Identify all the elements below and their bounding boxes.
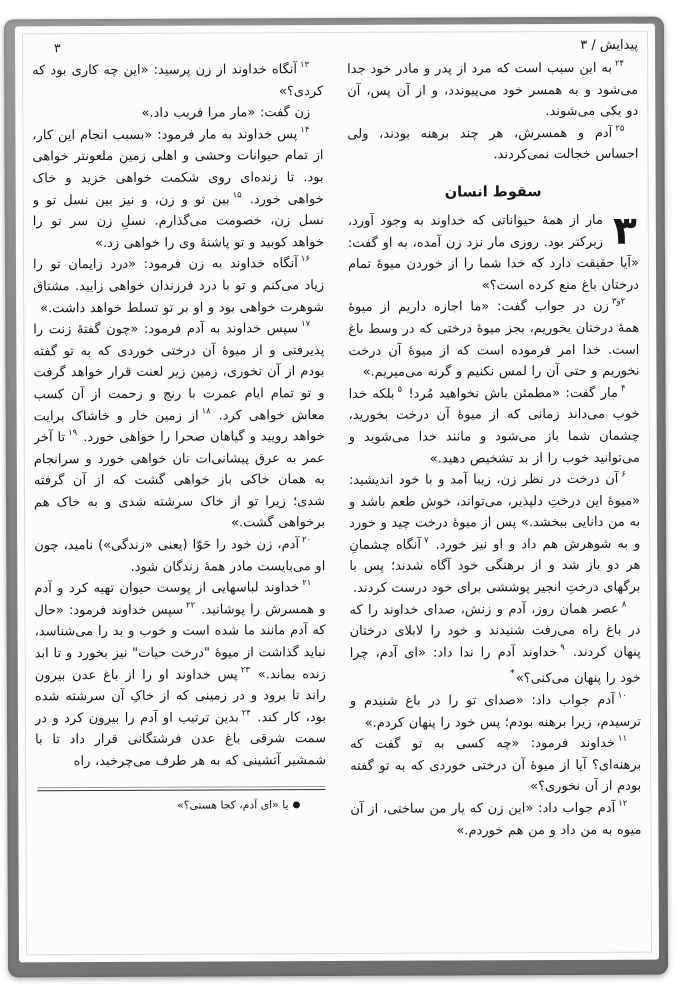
verse-paragraph xyxy=(32,124,324,255)
verse-number: ۹ xyxy=(560,642,565,653)
verse-number: ۸ xyxy=(621,599,627,610)
verse-text: آدم جواب داد: «این زن که یار من ساختی، از آن میوه به من داد و من هم خوردم.» xyxy=(350,800,642,839)
verse-number: ۲و۳ xyxy=(611,297,626,308)
footnote-text: یا «ای آدم، کجا هستی؟» xyxy=(177,797,289,812)
verse-text: زن گفت: «مار مرا فریب داد.» xyxy=(141,105,311,122)
verse-text: خداوند لباسهایی از پوست حیوان تهیه کرد و آدم و همسرش را پوشانید. xyxy=(34,580,326,618)
verse-number: ۲۱ xyxy=(302,578,312,589)
page-number: ۳ xyxy=(54,40,61,56)
footnote-line xyxy=(35,797,326,814)
verse-paragraph xyxy=(34,577,326,773)
verse-text: مار گفت: «مطمئن باش نخواهید مُرد! xyxy=(403,385,618,402)
running-head: پیدایش / ۳ xyxy=(580,37,639,53)
verse-text: سپس خداوند فرمود: «حال که آدم مانند ما شده است و خوب و بد را می‌شناسد، نباید گذاشت از میوهٔ "درخت حیات" نیز بخورد و تا ابد زنده بماند.» xyxy=(34,602,326,682)
scanned-page-wrapper xyxy=(4,17,668,978)
verse-paragraph xyxy=(32,59,323,103)
verse-text: پس خداوند او را از باغ عدن بیرون راند تا برود و در زمینی که از خاکِ آن سرشته شده بود، کار کند. xyxy=(34,667,326,726)
verse-paragraph xyxy=(34,534,325,578)
section-heading: سقوط انسان xyxy=(444,184,542,201)
verse-text: آنگاه چشمانِ هر دو باز شد و از برهنگی خود آگاه شدند؛ پس با برگهای درختِ انجیر پوششی برای خود درست کردند. xyxy=(349,537,641,596)
verse-number: ۱۵ xyxy=(232,189,242,201)
verse-paragraph xyxy=(33,318,325,535)
page-content xyxy=(32,34,642,955)
verse-text: آن درخت در نظر زن، زیبا آمد و با خود اندیشید: «میوهٔ این درختِ دلپذیر، می‌تواند، خوش طعم باشد و به من دانایی ببخشد.» پس از میوهٔ درخت چید و خورد و به شوهرش هم داد و او نیز خورد. xyxy=(348,471,641,553)
footnote-reference-asterisk: * xyxy=(509,668,515,680)
verse-text: پس خداوند به مار فرمود: «بسبب انجام این کار، از تمام حیوانات وحشی و اهلی زمین ملعونتر خواهی بود. تا زنده‌ای روی شکمت خواهی خزید و خاک خواهی خورد. xyxy=(32,126,324,207)
verse-text: مار از همهٔ حیواناتی که خداوند به وجود آورد، زیرکتر بود. روزی مار نزد زن آمده، به او گفت: «آیا حقیقت دارد که خدا شما را از خوردن میوهٔ تمام درختان باغ منع کرده است؟» xyxy=(347,212,640,294)
verse-text: آنگاه خداوند به زن فرمود: «درد زایمان تو را زیاد می‌کنم و تو با درد فرزندان خواهی زایید. مشتاق شوهرت خواهی بود و او بر تو تسلط خواهد داشت.» xyxy=(32,256,325,316)
verse-number: ۱۸ xyxy=(201,406,211,417)
verse-number: ۲۴ xyxy=(614,58,625,69)
verse-paragraph xyxy=(33,253,324,319)
verse-number: ۷ xyxy=(423,535,429,546)
verse-text: بدین ترتیب او آدم را بیرون کرد و در سمت شرقی باغ عدن فرشتگانی قرار داد تا با شمشیر آتشینی که به هر طرف می‌چرخید، راه xyxy=(34,710,327,770)
verse-text: به این سبب است که مرد از پدر و مادر خود جدا می‌شود و به همسر خود می‌پیوندد، و از آن پس، آن دو یکی می‌شوند. xyxy=(347,60,639,120)
verse-number: ۱۹ xyxy=(68,428,78,439)
verse-number: ۱۶ xyxy=(300,254,310,265)
verse-number: ۱۲ xyxy=(618,798,628,809)
verse-paragraph xyxy=(350,798,641,842)
verse-number: ۲۳ xyxy=(240,665,250,676)
verse-text: سپس خداوند به آدم فرمود: «چون گفتهٔ زنت را پذیرفتی و از میوهٔ آن درختی خوردی که به تو گفته بودم از آن نخوری، زمین زیر لعنت قرار خواهد گرفت و تو تمام ایام عمرت با رنج و زحمت از آن کسب معاش خواهی کرد. xyxy=(33,321,325,424)
verse-text: عصر همان روز، آدم و زنش، صدای خداوند را که در باغ راه می‌رفت شنیدند و خود را لابلای درختان پنهان کردند. xyxy=(349,601,641,660)
verse-paragraph xyxy=(348,296,639,384)
footnote-marker: ● xyxy=(292,799,301,810)
verse-paragraph xyxy=(347,58,638,124)
left-column xyxy=(32,35,327,954)
verse-number: ۱۴ xyxy=(300,124,310,135)
verse-text: آدم و همسرش، هر چند برهنه بودند، ولی احساس خجالت نمی‌کردند. xyxy=(347,125,639,163)
verse-text: زن در جواب گفت: «ما اجازه داریم از میوهٔ همهٔ درختان بخوریم، بجز میوهٔ درختی که در وسط باغ است. خدا امر فرموده است که از میوهٔ آن درخت نخوریم و حتی آن را لمس نکنیم و گرنه می‌میریم.» xyxy=(348,299,640,381)
verse-text: خداوند آدم را ندا داد: «ای آدم، چرا خود را پنهان می‌کنی؟» xyxy=(349,644,641,687)
footnote xyxy=(35,786,326,814)
right-column xyxy=(347,34,642,953)
verse-text: بین تو و زن، و نیز بین نسل تو و نسل زن، خصومت می‌گذارم. نسلِ زن سر تو را خواهد کوبید و تو پاشنهٔ وی را خواهی زد.» xyxy=(32,192,324,251)
verse-paragraph xyxy=(349,469,641,600)
verse-text: تا آخر عمر به عرق پیشانی‌ات نان خواهی خورد و سرانجام به همان خاکی باز خواهی گشت که از آن گرفته شدی؛ زیرا تو از خاک سرشته شدی و به خاک هم برخواهی گشت.» xyxy=(33,430,326,531)
verse-text: آدم، زن خود را حَوّا (یعنی «زندگی») نامید، چون او می‌بایست مادر همهٔ زندگان شود. xyxy=(34,537,326,575)
verse-number: ۲۲ xyxy=(185,600,196,611)
verse-text: خداوند فرمود: «چه کسی به تو گفت که برهنه‌ای؟ آیا از میوهٔ آن درختی خوردی که به تو گفته بودم از آن نخوری؟» xyxy=(350,736,642,795)
verse-number: ۴ xyxy=(620,383,626,394)
verse-number: ۱۱ xyxy=(617,733,628,744)
verse-paragraph xyxy=(32,102,323,125)
verse-number: ۱۷ xyxy=(301,319,311,330)
book-page xyxy=(15,24,659,963)
verse-number: ۲۴ xyxy=(241,708,251,719)
verse-number: ۵ xyxy=(397,384,403,395)
verse-text: از زمین خار و خاشاک برایت خواهد رویید و گیاهان صحرا را خواهی خورد. xyxy=(33,408,325,446)
right-column-text xyxy=(347,58,641,842)
footnote-divider xyxy=(37,786,325,791)
verse-number: ۶ xyxy=(621,469,626,480)
verse-number: ۱۰ xyxy=(617,690,627,701)
verse-number: ۲۵ xyxy=(615,123,625,134)
verse-paragraph xyxy=(349,598,640,691)
chapter-number-drop-cap: ۳ xyxy=(612,208,637,254)
verse-number: ۱۳ xyxy=(299,60,310,71)
verse-paragraph xyxy=(349,382,640,470)
left-column-text xyxy=(32,59,326,773)
verse-paragraph xyxy=(350,733,641,799)
verse-text: آدم جواب داد: «صدای تو را در باغ شنیدم و ترسیدم، زیرا برهنه بودم؛ پس خود را پنهان کردم.» xyxy=(349,692,642,731)
verse-text: بلکه خدا خوب می‌داند زمانی که از میوهٔ آن درخت بخورید، چشمان شما باز می‌شود و مانند خدا می‌شوید و می‌توانید خوب را از بد تشخیص دهید.» xyxy=(348,386,640,467)
verse-paragraph xyxy=(350,690,641,734)
chapter-paragraph xyxy=(348,210,639,298)
verse-number: ۲۰ xyxy=(302,535,312,546)
verse-paragraph xyxy=(347,122,638,166)
verse-text: آنگاه خداوند از زن پرسید: «این چه کاری بود که کردی؟» xyxy=(32,62,324,99)
